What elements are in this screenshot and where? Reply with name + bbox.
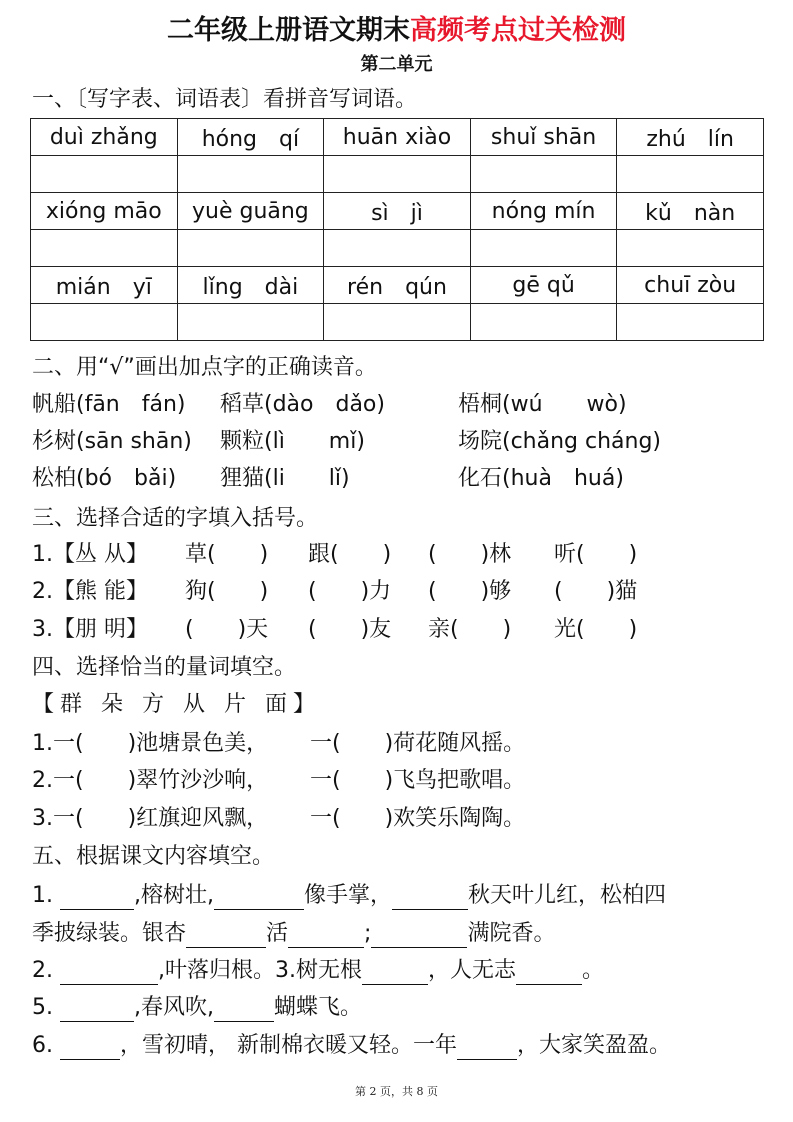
- answer-row: [31, 304, 764, 341]
- measure-blank: 1.一( )池塘景色美，: [32, 731, 269, 756]
- answer-cell[interactable]: [470, 230, 617, 267]
- section1-heading: 一、〔写字表、词语表〕看拼音写词语。: [32, 87, 418, 112]
- reading-item: 稻草(dào dǎo): [220, 392, 385, 417]
- answer-cell[interactable]: [617, 304, 764, 341]
- char-blank: 光( ): [554, 617, 638, 642]
- page-footer: 第 2 页，共 8 页: [355, 1085, 438, 1098]
- fill-text: ，雪初晴， 新制棉衣暖又轻。一年: [120, 1033, 457, 1058]
- answer-cell[interactable]: [324, 156, 471, 193]
- answer-blank[interactable]: [214, 997, 274, 1022]
- answer-cell[interactable]: [177, 304, 324, 341]
- fill-text: ;: [364, 921, 372, 946]
- fill-line: [32, 920, 555, 948]
- reading-item: 松柏(bó bǎi): [32, 466, 177, 491]
- line-number: 6.: [32, 1033, 53, 1058]
- pinyin-cell: lǐng dài: [177, 267, 324, 304]
- answer-blank[interactable]: [371, 923, 467, 948]
- pinyin-cell: zhú lín: [617, 119, 764, 156]
- answer-blank[interactable]: [186, 923, 266, 948]
- answer-cell[interactable]: [617, 230, 764, 267]
- pinyin-cell: mián yī: [31, 267, 178, 304]
- section4-heading: 四、选择恰当的量词填空。: [32, 655, 297, 680]
- page-subtitle: 第二单元: [360, 54, 433, 75]
- answer-blank[interactable]: [60, 885, 134, 910]
- answer-blank[interactable]: [60, 1035, 120, 1060]
- answer-cell[interactable]: [324, 304, 471, 341]
- fill-line: [32, 957, 604, 985]
- answer-cell[interactable]: [324, 230, 471, 267]
- fill-text: 秋天叶儿红，松柏四: [468, 883, 667, 908]
- title-red: 高频考点过关检测: [410, 15, 626, 46]
- answer-blank[interactable]: [516, 960, 582, 985]
- answer-cell[interactable]: [177, 156, 324, 193]
- reading-item: 狸猫(li lǐ): [220, 466, 350, 491]
- pinyin-cell: hóng qí: [177, 119, 324, 156]
- measure-blank: 一( )飞鸟把歌唱。: [310, 768, 526, 793]
- line-number: 1.: [32, 883, 53, 908]
- char-blank: ( )力: [308, 579, 392, 604]
- reading-item: 场院(chǎng cháng): [458, 429, 662, 454]
- answer-row: [31, 230, 764, 267]
- answer-cell[interactable]: [31, 230, 178, 267]
- line-number: 5.: [32, 995, 53, 1020]
- fill-text: ,春风吹,: [134, 995, 214, 1020]
- fill-text: 满院香。: [467, 921, 556, 946]
- char-blank: 亲( ): [428, 617, 512, 642]
- reading-item: 化石(huà huá): [458, 466, 624, 491]
- answer-blank[interactable]: [457, 1035, 517, 1060]
- pinyin-cell: yuè guāng: [177, 193, 324, 230]
- char-blank: ( )友: [308, 617, 392, 642]
- pinyin-cell: duì zhǎng: [31, 119, 178, 156]
- measure-blank: 一( )荷花随风摇。: [310, 731, 526, 756]
- reading-item: 杉树(sān shān): [32, 429, 192, 454]
- answer-cell[interactable]: [617, 156, 764, 193]
- title-black: 二年级上册语文期末: [167, 15, 410, 46]
- pinyin-cell: nóng mín: [470, 193, 617, 230]
- reading-item: 梧桐(wú wò): [458, 392, 627, 417]
- pinyin-cell: shuǐ shān: [470, 119, 617, 156]
- page-title: [0, 14, 793, 48]
- section3-heading: 三、选择合适的字填入括号。: [32, 506, 319, 531]
- answer-blank[interactable]: [60, 997, 134, 1022]
- char-blank: 跟( ): [308, 542, 392, 567]
- reading-item: 帆船(fān fán): [32, 392, 186, 417]
- answer-cell[interactable]: [31, 156, 178, 193]
- pinyin-row: [31, 193, 764, 230]
- pinyin-cell: gē qǔ: [470, 267, 617, 304]
- fill-text: 季披绿装。银杏: [32, 921, 187, 946]
- section5-heading: 五、根据课文内容填空。: [32, 844, 275, 869]
- answer-cell[interactable]: [470, 304, 617, 341]
- char-options: 2.【熊 能】: [32, 579, 148, 604]
- measure-word-options: 【群 朵 方 从 片 面】: [32, 692, 321, 717]
- pinyin-cell: xióng māo: [31, 193, 178, 230]
- fill-line: [32, 1032, 671, 1060]
- fill-text: 活: [266, 921, 289, 946]
- fill-text: 。: [582, 958, 605, 983]
- line-number: 2.: [32, 958, 53, 983]
- pinyin-table: [30, 118, 764, 341]
- char-blank: ( )够: [428, 579, 512, 604]
- char-options: 3.【朋 明】: [32, 617, 148, 642]
- pinyin-cell: kǔ nàn: [617, 193, 764, 230]
- measure-blank: 一( )欢笑乐陶陶。: [310, 806, 526, 831]
- fill-text: 像手掌，: [304, 883, 393, 908]
- fill-text: ，人无志: [427, 958, 516, 983]
- fill-text: ，大家笑盈盈。: [517, 1033, 672, 1058]
- answer-blank[interactable]: [392, 885, 468, 910]
- answer-blank[interactable]: [214, 885, 304, 910]
- char-blank: 听( ): [554, 542, 638, 567]
- pinyin-row: [31, 119, 764, 156]
- answer-cell[interactable]: [470, 156, 617, 193]
- char-blank: ( )林: [428, 542, 512, 567]
- pinyin-row: [31, 267, 764, 304]
- char-options: 1.【丛 从】: [32, 542, 148, 567]
- pinyin-cell: huān xiào: [324, 119, 471, 156]
- answer-blank[interactable]: [362, 960, 428, 985]
- pinyin-cell: chuī zòu: [617, 267, 764, 304]
- pinyin-cell: rén qún: [324, 267, 471, 304]
- answer-blank[interactable]: [60, 960, 158, 985]
- answer-cell[interactable]: [177, 230, 324, 267]
- char-blank: ( )猫: [554, 579, 638, 604]
- section2-heading: 二、用“√”画出加点字的正确读音。: [32, 355, 377, 380]
- fill-line: [32, 882, 666, 910]
- answer-cell[interactable]: [31, 304, 178, 341]
- char-blank: 草( ): [185, 542, 269, 567]
- fill-text: ,榕树壮,: [134, 883, 214, 908]
- char-blank: ( )天: [185, 617, 269, 642]
- fill-text: 蝴蝶飞。: [274, 995, 363, 1020]
- pinyin-cell: sì jì: [324, 193, 471, 230]
- fill-line: [32, 994, 362, 1022]
- reading-item: 颗粒(lì mǐ): [220, 429, 365, 454]
- answer-row: [31, 156, 764, 193]
- measure-blank: 2.一( )翠竹沙沙响，: [32, 768, 269, 793]
- answer-blank[interactable]: [288, 923, 364, 948]
- char-blank: 狗( ): [185, 579, 269, 604]
- measure-blank: 3.一( )红旗迎风飘，: [32, 806, 269, 831]
- fill-text: ,叶落归根。3.树无根: [158, 958, 362, 983]
